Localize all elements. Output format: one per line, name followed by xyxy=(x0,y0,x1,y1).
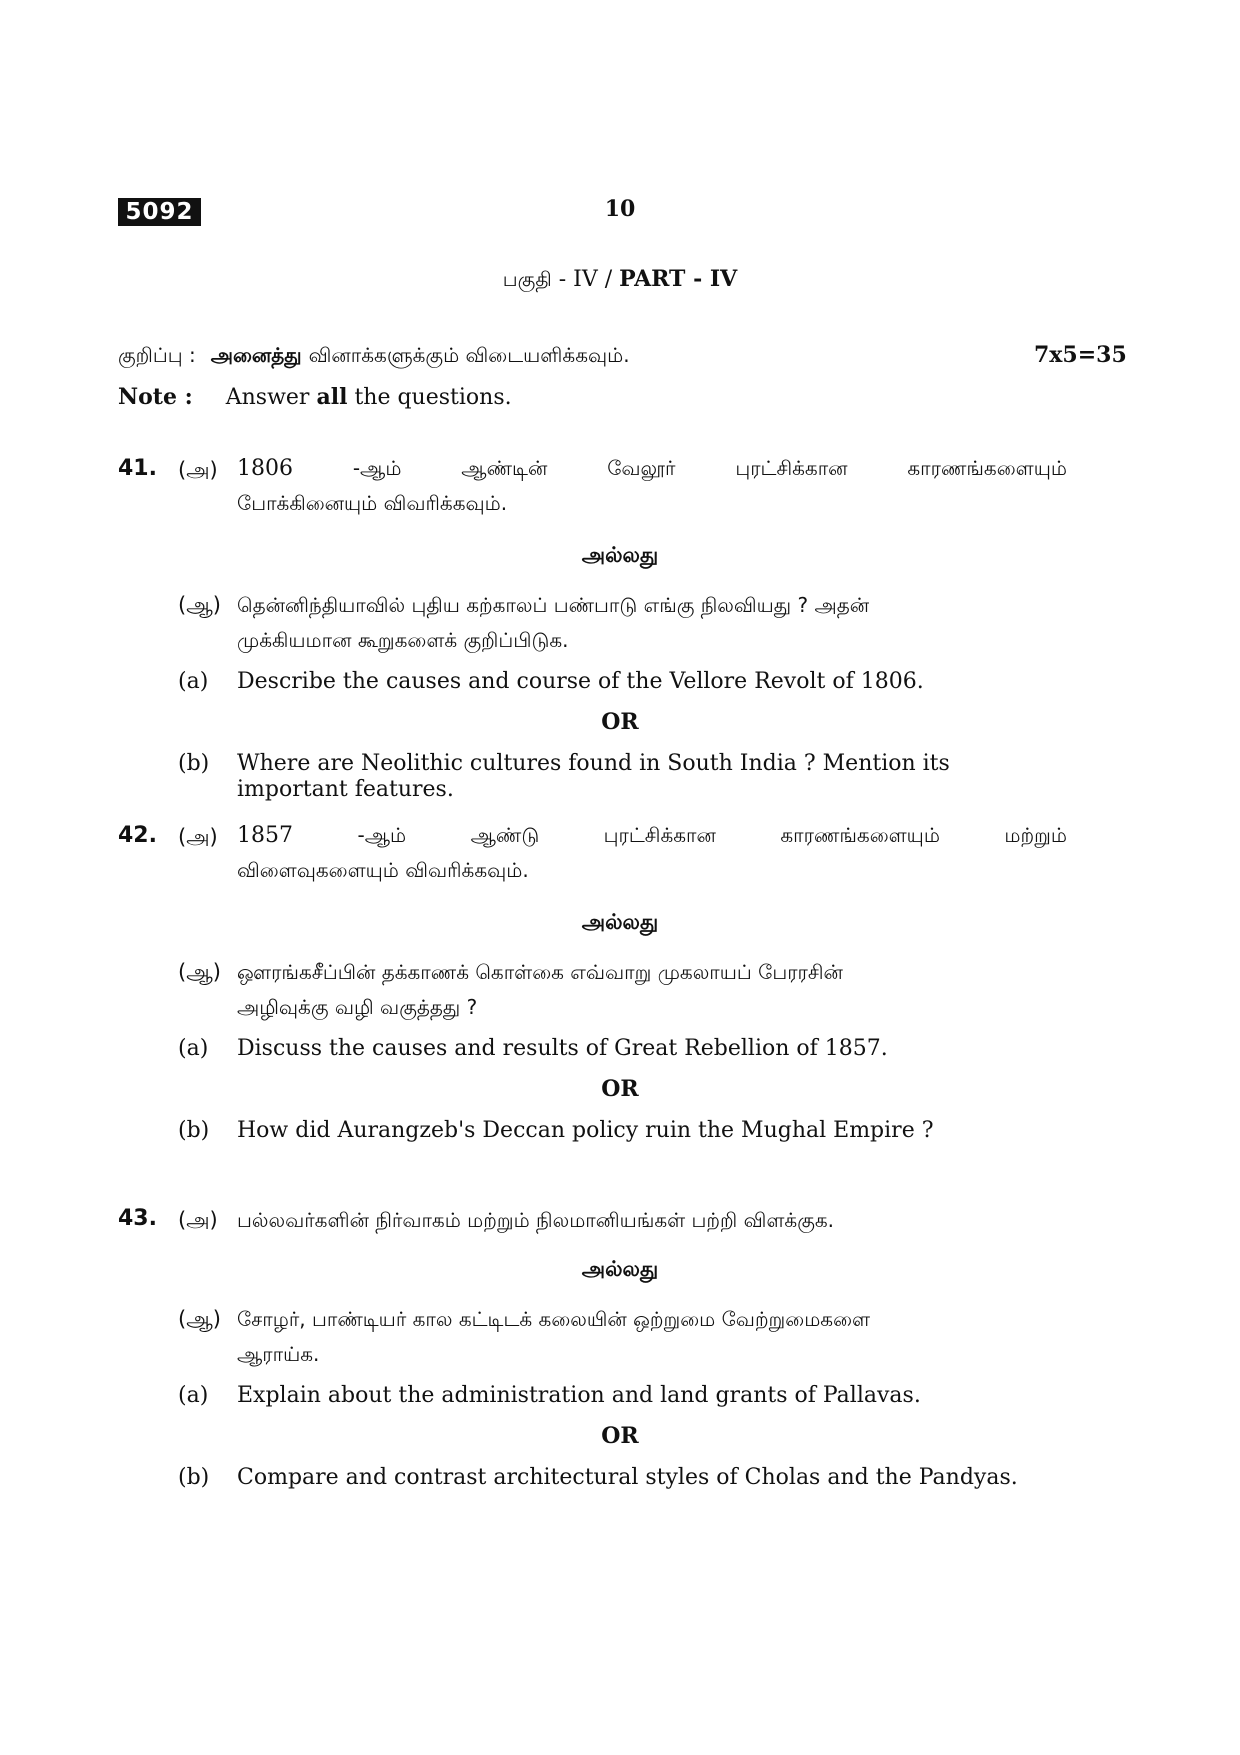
q41-a-word: புரட்சிக்கான xyxy=(735,456,848,480)
q42-a-tamil-line1 xyxy=(237,823,1067,850)
note-english xyxy=(118,384,512,410)
or-english: OR xyxy=(601,1423,639,1449)
part-heading xyxy=(0,266,1240,294)
q41-a-word: 1806 xyxy=(237,456,293,481)
note-tamil xyxy=(118,343,630,370)
q43-b-english-line1: Compare and contrast architectural styles of Cholas and the Pandyas. xyxy=(237,1465,1018,1490)
or-english: OR xyxy=(601,1076,639,1102)
q43-a-tamil-line1: பல்லவர்களின் நிர்வாகம் மற்றும் நிலமானியங்கள் பற்றி விளக்குக. xyxy=(237,1208,835,1232)
q42-a-tamil-line2: விளைவுகளையும் விவரிக்கவும். xyxy=(237,858,529,882)
or-tamil: அல்லது xyxy=(581,543,659,567)
q43-a-label: (அ) xyxy=(178,1208,218,1232)
q43-a-en-label: (a) xyxy=(178,1383,209,1408)
q41-a-en-label: (a) xyxy=(178,669,209,694)
note-english-bold: all xyxy=(316,384,348,410)
q42-a-word: -ஆம் xyxy=(357,823,407,847)
q41-a-tamil-line1 xyxy=(237,456,1067,483)
q43-b-tamil-line2: ஆராய்க. xyxy=(237,1342,320,1366)
q42-a-english: Discuss the causes and results of Great Rebellion of 1857. xyxy=(237,1036,888,1061)
q41-b-label: (ஆ) xyxy=(178,593,221,617)
q43-b-label: (ஆ) xyxy=(178,1307,221,1331)
note-tamil-bold: அனைத்து xyxy=(210,343,302,367)
note-english-post: the questions. xyxy=(354,385,512,410)
or-tamil: அல்லது xyxy=(581,910,659,934)
question-number-41: 41. xyxy=(118,456,157,481)
q42-b-tamil-line1: ஔரங்கசீப்பின் தக்காணக் கொள்கை எவ்வாறு முகலாயப் பேரரசின் xyxy=(237,960,843,984)
q41-a-tamil-line2: போக்கினையும் விவரிக்கவும். xyxy=(237,491,508,515)
or-english: OR xyxy=(601,709,639,735)
q41-a-word: -ஆம் xyxy=(352,456,402,480)
part-tamil: பகுதி xyxy=(502,267,552,291)
q41-a-word: காரணங்களையும் xyxy=(907,456,1067,480)
note-english-label: Note : xyxy=(118,384,193,410)
q42-b-label: (ஆ) xyxy=(178,960,221,984)
or-tamil: அல்லது xyxy=(581,1257,659,1281)
q41-a-word: வேலூர் xyxy=(607,456,676,480)
q41-b-en-label: (b) xyxy=(178,751,210,776)
q41-b-english-line2: important features. xyxy=(237,777,454,802)
part-roman: - IV / xyxy=(551,267,620,292)
q43-a-english: Explain about the administration and land grants of Pallavas. xyxy=(237,1383,921,1408)
q41-a-english: Describe the causes and course of the Vellore Revolt of 1806. xyxy=(237,669,924,694)
q42-a-label: (அ) xyxy=(178,825,218,849)
page-number: 10 xyxy=(604,196,636,222)
q43-b-en-label: (b) xyxy=(178,1465,210,1490)
q43-b-tamil-line1: சோழர், பாண்டியர் கால கட்டிடக் கலையின் ஒற்றுமை வேற்றுமைகளை xyxy=(237,1307,871,1331)
question-number-43: 43. xyxy=(118,1206,157,1231)
q41-a-label: (அ) xyxy=(178,458,218,482)
question-number-42: 42. xyxy=(118,823,157,848)
note-tamil-label: குறிப்பு : xyxy=(118,343,196,367)
note-tamil-text: வினாக்களுக்கும் விடையளிக்கவும். xyxy=(308,343,630,367)
marks: 7x5=35 xyxy=(1034,342,1127,368)
note-english-pre: Answer xyxy=(225,385,310,410)
q42-a-word: ஆண்டு xyxy=(470,823,540,847)
q41-b-tamil-line1: தென்னிந்தியாவில் புதிய கற்காலப் பண்பாடு எங்கு நிலவியது ? அதன் xyxy=(237,593,870,617)
part-english: PART - IV xyxy=(619,266,738,292)
q42-b-en-label: (b) xyxy=(178,1118,210,1143)
q42-b-tamil-line2: அழிவுக்கு வழி வகுத்தது ? xyxy=(237,995,478,1019)
paper-code: 5092 xyxy=(118,198,201,226)
q41-b-tamil-line2: முக்கியமான கூறுகளைக் குறிப்பிடுக. xyxy=(237,628,569,652)
q42-a-word: 1857 xyxy=(237,823,293,848)
q42-a-word: புரட்சிக்கான xyxy=(603,823,716,847)
q41-b-english-line1: Where are Neolithic cultures found in South India ? Mention its xyxy=(237,751,950,776)
q42-a-word: மற்றும் xyxy=(1004,823,1067,847)
q42-a-en-label: (a) xyxy=(178,1036,209,1061)
q42-a-word: காரணங்களையும் xyxy=(780,823,940,847)
q41-a-word: ஆண்டின் xyxy=(461,456,548,480)
q42-b-english-line1: How did Aurangzeb's Deccan policy ruin the Mughal Empire ? xyxy=(237,1118,934,1143)
